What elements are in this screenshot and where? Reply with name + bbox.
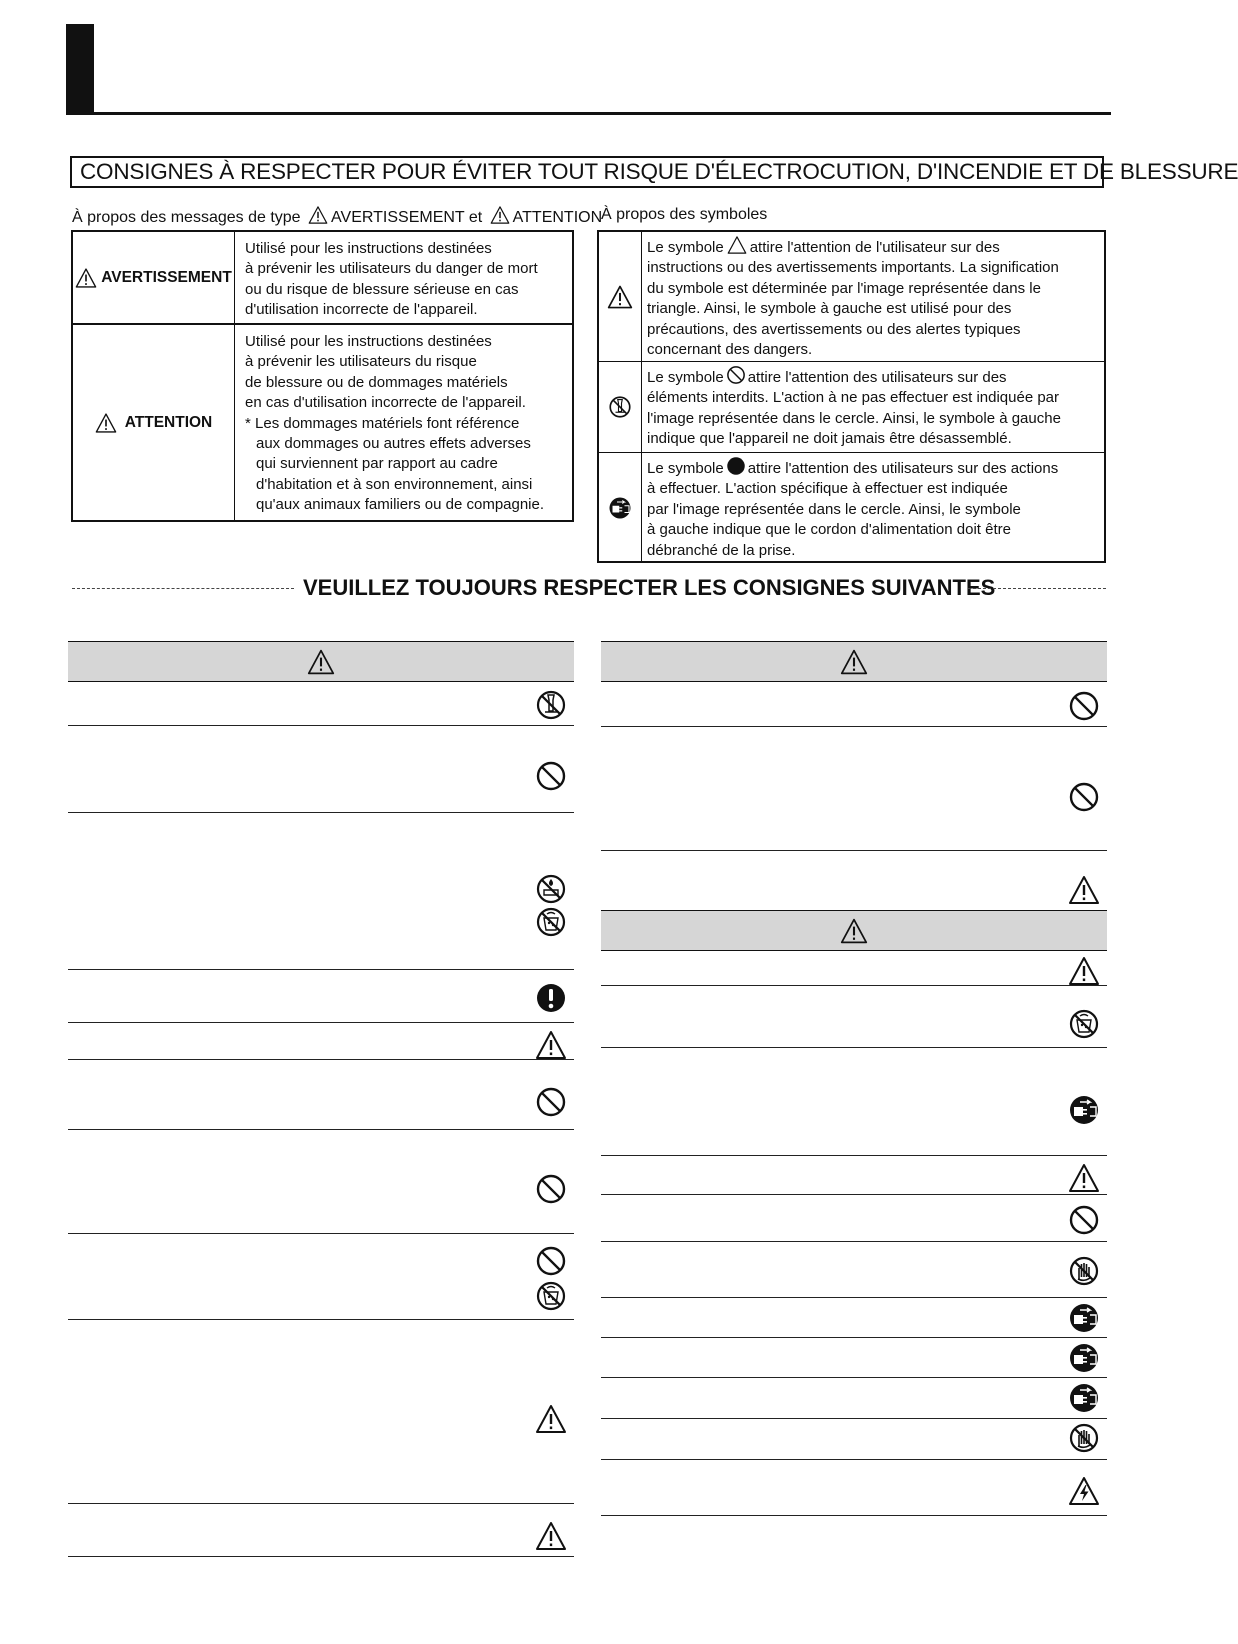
caution-triangle-icon <box>489 205 511 225</box>
text-line: du symbole est déterminée par l'image représentée dans le <box>647 279 1041 297</box>
text-line: à prévenir les utilisateurs du danger de mort <box>245 260 538 278</box>
unplug-icon <box>1068 1342 1100 1374</box>
symbol-icon-cell <box>599 362 642 452</box>
filled-circle-icon <box>726 456 746 476</box>
triangle-symbol-row <box>599 232 1104 362</box>
caution-triangle-icon <box>1068 1162 1100 1194</box>
text-line <box>647 235 1102 258</box>
prohibited-icon <box>1068 1204 1100 1236</box>
caution-label: ATTENTION <box>124 413 213 431</box>
row-divider <box>68 1129 574 1130</box>
caution-triangle-icon <box>95 412 117 434</box>
text-fragment: attire l'attention des utilisateurs sur des actions <box>747 460 1059 477</box>
row-divider <box>68 812 574 813</box>
no-disassemble-icon <box>535 689 567 721</box>
symbol-icon-cell <box>599 453 642 563</box>
text-line: d'habitation et à son environnement, ainsi <box>256 475 533 493</box>
text-line: indique que l'appareil ne doit jamais être désassemblé. <box>647 430 1012 448</box>
prohibited-icon <box>535 1245 567 1277</box>
text-fragment: Le symbole <box>647 239 724 256</box>
symbols-caption: À propos des symboles <box>601 206 768 223</box>
mandatory-symbol-row <box>599 453 1104 563</box>
chapter-tab <box>66 24 94 114</box>
row-divider <box>601 1155 1107 1156</box>
row-divider <box>601 1194 1107 1195</box>
caution-triangle-icon <box>306 648 336 676</box>
row-divider <box>68 969 574 970</box>
row-divider <box>68 1503 574 1504</box>
row-divider <box>68 1233 574 1234</box>
text-line <box>647 365 1102 388</box>
text-line: concernant des dangers. <box>647 341 813 359</box>
text-line: à gauche indique que le cordon d'alimentation doit être <box>647 521 1011 539</box>
caution-panel-header <box>601 910 1107 951</box>
unplug-icon <box>1068 1302 1100 1334</box>
page-title: CONSIGNES À RESPECTER POUR ÉVITER TOUT RISQUE D'ÉLECTROCUTION, D'INCENDIE ET DE BLESSURE <box>70 156 1104 188</box>
text-line: qu'aux animaux familiers ou de compagnie. <box>256 496 545 514</box>
unplug-icon <box>1068 1382 1100 1414</box>
row-divider <box>601 1515 1107 1516</box>
row-divider <box>68 1556 574 1557</box>
text-line: débranché de la prise. <box>647 541 796 559</box>
row-divider <box>68 1022 574 1023</box>
text-line: à effectuer. L'action spécifique à effectuer est indiquée <box>647 480 1008 498</box>
messages-caption-caution: ATTENTION <box>512 209 603 226</box>
symbols-table <box>597 230 1106 563</box>
caution-row <box>73 325 572 520</box>
caution-triangle-icon <box>607 284 633 310</box>
caution-triangle-icon <box>839 648 869 676</box>
warning-panel-header <box>601 641 1107 682</box>
text-line: à prévenir les utilisateurs du risque <box>245 353 477 371</box>
dashed-rule <box>968 588 1106 589</box>
no-wet-hands-icon <box>1068 1255 1100 1287</box>
row-divider <box>68 1319 574 1320</box>
caution-triangle-icon <box>75 267 97 289</box>
row-divider <box>601 1418 1107 1419</box>
caution-triangle-icon <box>307 205 329 225</box>
text-line: instructions ou des avertissements importants. La signification <box>647 259 1059 277</box>
warning-row <box>73 232 572 325</box>
prohibited-icon <box>1068 781 1100 813</box>
text-line: éléments interdits. L'action à ne pas effectuer est indiquée par <box>647 389 1060 407</box>
caution-triangle-icon <box>535 1029 567 1061</box>
row-divider <box>68 725 574 726</box>
text-line: Utilisé pour les instructions destinées <box>245 333 492 350</box>
no-wet-hands-icon <box>1068 1422 1100 1454</box>
caution-description <box>245 332 566 516</box>
text-line: d'utilisation incorrecte de l'appareil. <box>245 301 478 319</box>
text-line: de blessure ou de dommages matériels <box>245 373 508 391</box>
prohibited-icon <box>535 1086 567 1118</box>
unplug-icon <box>1068 1094 1100 1126</box>
row-divider <box>601 726 1107 727</box>
caution-triangle-icon <box>1068 874 1100 906</box>
text-line: qui surviennent par rapport au cadre <box>256 455 498 473</box>
section-heading: VEUILLEZ TOUJOURS RESPECTER LES CONSIGNES SUIVANTES <box>303 575 996 600</box>
text-line: en cas d'utilisation incorrecte de l'appareil. <box>245 394 526 412</box>
prohibited-icon <box>535 760 567 792</box>
text-fragment: attire l'attention de l'utilisateur sur des <box>749 239 1000 256</box>
warning-label-cell <box>73 232 235 323</box>
text-line: aux dommages ou autres effets adverses <box>256 435 531 453</box>
warning-label: AVERTISSEMENT <box>101 268 232 286</box>
text-fragment: Le symbole <box>647 460 724 477</box>
caution-triangle-icon <box>535 1403 567 1435</box>
triangle-outline-icon <box>726 235 748 255</box>
text-line: ou du risque de blessure sérieuse en cas <box>245 280 519 298</box>
text-line: triangle. Ainsi, le symbole à gauche est utilisé pour des <box>647 300 1012 318</box>
text-fragment: attire l'attention des utilisateurs sur des <box>747 369 1007 386</box>
dashed-rule <box>72 588 294 589</box>
prohibited-icon <box>535 1173 567 1205</box>
mandatory-icon <box>535 982 567 1014</box>
unplug-icon <box>608 496 632 520</box>
caution-triangle-icon <box>839 917 869 945</box>
row-divider <box>601 1297 1107 1298</box>
text-line: * Les dommages matériels font référence <box>245 414 520 432</box>
no-disassemble-icon <box>608 395 632 419</box>
row-divider <box>601 1337 1107 1338</box>
no-wet-icon <box>535 1280 567 1312</box>
prohibited-symbol-description <box>647 365 1102 450</box>
no-disassemble-hand-icon <box>1068 1008 1100 1040</box>
text-line: Utilisé pour les instructions destinées <box>245 240 492 257</box>
no-water-icon <box>535 873 567 905</box>
caution-label-cell <box>73 325 235 520</box>
electric-shock-triangle-icon <box>1068 1475 1100 1507</box>
no-wet-icon <box>535 906 567 938</box>
message-types-table <box>71 230 574 522</box>
row-divider <box>601 1241 1107 1242</box>
warning-description <box>245 239 566 321</box>
text-line: par l'image représentée dans le cercle. Ainsi, le symbole <box>647 500 1021 518</box>
symbol-icon-cell <box>599 232 642 361</box>
prohibited-symbol-row <box>599 362 1104 453</box>
text-line <box>647 456 1102 479</box>
warning-panel-header <box>68 641 574 682</box>
row-divider <box>601 1377 1107 1378</box>
row-divider <box>68 1059 574 1060</box>
row-divider <box>601 850 1107 851</box>
caution-triangle-icon <box>1068 955 1100 987</box>
header-rule <box>66 112 1111 115</box>
messages-caption-prefix: À propos des messages de type <box>72 209 301 226</box>
prohibited-icon <box>726 365 746 385</box>
text-fragment: Le symbole <box>647 369 724 386</box>
row-divider <box>601 1047 1107 1048</box>
row-divider <box>601 1459 1107 1460</box>
text-line: l'image représentée dans le cercle. Ainsi, le symbole à gauche <box>647 409 1061 427</box>
triangle-symbol-description <box>647 235 1102 360</box>
prohibited-icon <box>1068 690 1100 722</box>
messages-caption-warning: AVERTISSEMENT <box>331 209 465 226</box>
mandatory-symbol-description <box>647 456 1102 561</box>
messages-caption-et: et <box>468 209 483 226</box>
text-line: précautions, des avertissements ou des alertes typiques <box>647 320 1021 338</box>
caution-triangle-icon <box>535 1520 567 1552</box>
row-divider <box>601 985 1107 986</box>
messages-caption <box>72 205 602 228</box>
